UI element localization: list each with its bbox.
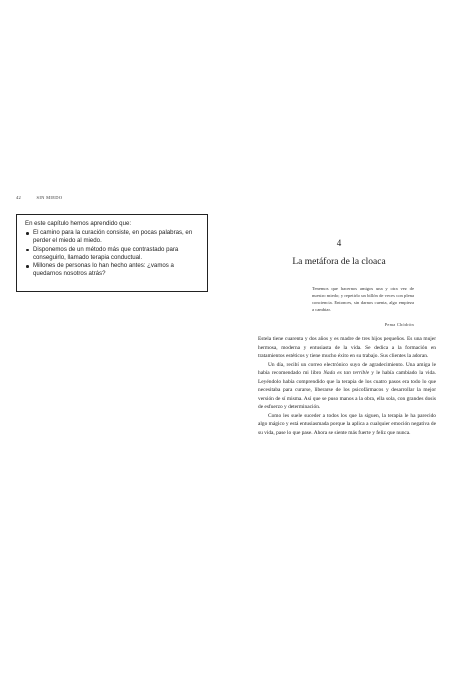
running-head: SIN MIEDO [36,195,63,200]
right-page [226,0,452,698]
paragraph-text: Un día, recibí un correo electrónico suyo de agradecimiento. Una amiga le había recomendado mi libro [258,361,436,377]
running-header [16,195,62,200]
summary-item: Millones de personas lo han hecho antes: ¿vamos a quedarnos nosotros atrás? [23,262,201,278]
body-paragraph [258,361,436,412]
summary-item: Disponemos de un método más que contrastado para conseguirlo, llamado terapia conductual. [23,246,201,262]
paragraph-text: Estela tiene cuarenta y dos años y es madre de tres hijos pequeños. Es una mujer hermosa, moderna y entusiasta de la vida. Se dedica a la formación en tratamientos estéticos y tiene mucho éxito en su trabajo. Sus clientes la adoran. [258,336,436,360]
summary-list [23,229,201,278]
chapter-body [258,335,436,438]
epigraph-author: Pema Chödrön [384,322,414,327]
paragraph-text: Como les suele suceder a todos los que la siguen, la terapia le ha parecido algo mágico y está entusiasmada porque la aplica a cualquier emoción negativa de su vida, pase lo que pase. Ahora se siente más fuerte y feliz que nunca. [258,412,436,437]
body-paragraph [258,335,436,361]
chapter-summary-box [16,214,208,292]
paragraph-text: y le había cambiado la vida. Leyéndolo había comprendido que la terapia de los cuatro pasos era todo lo que necesitaba para curarse, liberarse de los psicofármacos y desarrollar la mejor versión de sí misma. Así que se puso manos a la obra, ella sola, con grandes dosis de esfuerzo y determinación. [258,370,436,411]
summary-intro: En este capítulo hemos aprendido que: [25,220,132,227]
book-title-italic: Nada es tan terrible [323,370,370,377]
summary-item: El camino para la curación consiste, en pocas palabras, en perder el miedo al miedo. [23,229,201,245]
page-number: 42 [16,195,22,200]
body-paragraph [258,412,436,438]
epigraph-text: Tenemos que hacernos amigos una y otra vez de nuestro miedo; y repetirlo un billón de veces con plena conciencia. Entonces, sin darnos cuenta, algo empieza a cambiar. [312,286,414,312]
chapter-title: La metáfora de la cloaca [292,257,386,267]
chapter-number: 4 [336,238,342,248]
